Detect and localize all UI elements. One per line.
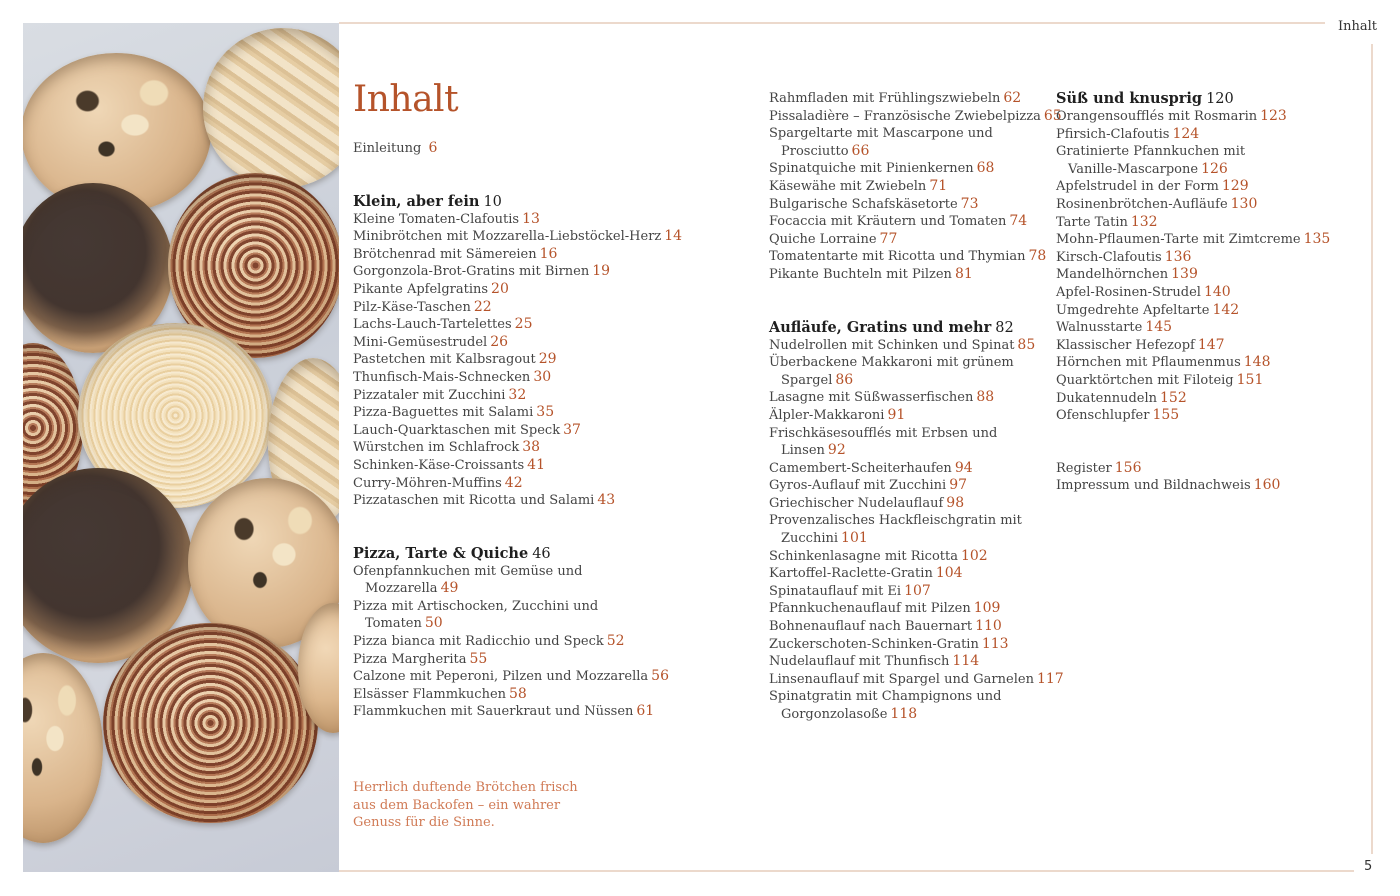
entry-page: 55 [469, 650, 488, 667]
entry-label: Griechischer Nudelauflauf [769, 495, 944, 511]
entry-page: 88 [976, 389, 995, 406]
entry-label-continued: Prosciutto [781, 143, 849, 159]
toc-entry[interactable] [1056, 231, 1356, 249]
entry-page: 109 [973, 600, 1001, 617]
toc-entry[interactable] [353, 422, 753, 440]
entry-continuation [353, 615, 753, 633]
toc-list-auflaeufe [769, 336, 1064, 724]
entry-label-continued: Zucchini [781, 531, 839, 547]
toc-entry[interactable] [353, 369, 753, 387]
entry-label: Bulgarische Schafskäsetorte [769, 196, 958, 212]
entry-label: Gorgonzola-Brot-Gratins mit Birnen [353, 264, 590, 280]
entry-page: 152 [1160, 389, 1187, 406]
entry-page: 61 [636, 703, 655, 720]
toc-entry[interactable] [1056, 390, 1356, 408]
toc-entry[interactable] [769, 196, 1049, 214]
entry-page: 156 [1114, 459, 1142, 476]
entry-label: Spinatauflauf mit Ei [769, 583, 902, 599]
toc-entry[interactable] [769, 670, 1064, 689]
entry-label: Spargeltarte mit Mascarpone und [769, 126, 993, 142]
entry-page: 92 [827, 442, 846, 459]
entry-page: 73 [960, 195, 979, 212]
section-heading-auflaeufe[interactable] [769, 319, 1049, 337]
toc-entry[interactable] [353, 598, 753, 633]
toc-entry-intro[interactable] [353, 140, 753, 158]
entry-page: 74 [1009, 213, 1028, 230]
entry-page: 102 [960, 547, 988, 564]
toc-entry[interactable] [353, 439, 753, 457]
entry-page: 136 [1164, 248, 1192, 265]
toc-entry[interactable] [1056, 108, 1356, 126]
entry-page: 151 [1236, 371, 1264, 388]
entry-label: Dukatennudeln [1056, 390, 1158, 406]
entry-page: 124 [1172, 125, 1200, 142]
photo-caption: Herrlich duftende Brötchen frisch aus dem Backofen – ein wahrer Genuss für die Sinne. [353, 780, 578, 831]
toc-entry[interactable] [353, 703, 753, 721]
entry-label: Pikante Apfelgratins [353, 281, 489, 297]
toc-entry[interactable] [1056, 284, 1356, 302]
entry-label: Kirsch-Clafoutis [1056, 249, 1162, 265]
entry-label: Ofenschlupfer [1056, 408, 1150, 424]
entry-page: 32 [508, 386, 527, 403]
entry-label-continued: Linsen [781, 443, 825, 459]
entry-label: Klassischer Hefezopf [1056, 337, 1195, 353]
frame-line-bottom [339, 870, 1354, 872]
entry-label-continued: Vanille-Mascarpone [1068, 161, 1199, 177]
toc-entry[interactable] [1056, 354, 1356, 372]
toc-entry[interactable] [1056, 337, 1356, 355]
entry-label: Gratinierte Pfannkuchen mit [1056, 144, 1246, 160]
entry-page: 22 [473, 298, 492, 315]
entry-label: Frischkäsesoufflés mit Erbsen und [769, 425, 998, 441]
entry-label: Mandelhörnchen [1056, 267, 1169, 283]
entry-label: Orangensoufflés mit Rosmarin [1056, 109, 1258, 124]
toc-entry[interactable] [769, 266, 1049, 284]
entry-page: 77 [879, 230, 898, 247]
section-heading-klein[interactable] [353, 193, 753, 211]
entry-label: Würstchen im Schlafrock [353, 440, 520, 456]
entry-label: Umgedrehte Apfeltarte [1056, 302, 1210, 318]
entry-page: 65 [1043, 107, 1062, 124]
entry-page: 43 [597, 492, 616, 509]
toc-entry[interactable] [1056, 372, 1356, 390]
toc-entry[interactable] [1056, 143, 1356, 178]
entry-page: 16 [539, 245, 558, 262]
toc-entry[interactable] [769, 107, 1062, 126]
entry-page: 35 [536, 404, 555, 421]
entry-label: Mini-Gemüsestrudel [353, 334, 488, 350]
entry-page: 56 [651, 668, 669, 685]
entry-page: 81 [954, 265, 973, 282]
toc-entry[interactable] [1056, 214, 1356, 232]
entry-page: 19 [592, 263, 611, 280]
entry-label: Nudelauflauf mit Thunfisch [769, 654, 950, 670]
entry-label: Nudelrollen mit Schinken und Spinat [769, 337, 1015, 353]
toc-entry[interactable] [769, 653, 1049, 671]
toc-entry[interactable] [353, 404, 753, 422]
toc-entry[interactable] [769, 688, 1049, 723]
entry-label: Calzone mit Peperoni, Pilzen und Mozzarella [353, 669, 649, 685]
toc-entry[interactable] [769, 407, 1049, 425]
entry-page: 104 [935, 565, 963, 582]
entry-page: 147 [1197, 336, 1225, 353]
entry-continuation [769, 530, 1049, 548]
entry-label: Pfannkuchenauflauf mit Pilzen [769, 601, 971, 617]
entry-label: Pizzataschen mit Ricotta und Salami [353, 493, 595, 509]
entry-page: 101 [841, 530, 868, 547]
entry-continuation [769, 442, 1049, 460]
entry-label: Zuckerschoten-Schinken-Gratin [769, 636, 979, 652]
page-title: Inhalt [353, 79, 459, 120]
entry-label: Älpler-Makkaroni [769, 407, 885, 423]
toc-entry[interactable] [769, 565, 1049, 583]
toc-entry[interactable] [769, 389, 1049, 407]
toc-entry[interactable] [1056, 266, 1356, 284]
entry-page: 107 [904, 582, 931, 599]
entry-label: Impressum und Bildnachweis [1056, 478, 1251, 494]
toc-entry[interactable] [1056, 196, 1356, 214]
entry-continuation [769, 143, 1049, 161]
entry-page: 148 [1243, 354, 1271, 371]
toc-entry[interactable] [769, 213, 1049, 231]
toc-entry[interactable] [353, 316, 753, 334]
entry-page: 110 [975, 618, 1002, 635]
entry-label-continued: Spargel [781, 372, 833, 388]
entry-page: 117 [1036, 670, 1064, 687]
entry-page: 78 [1028, 248, 1047, 265]
entry-label: Schinkenlasagne mit Ricotta [769, 548, 958, 564]
toc-entry[interactable] [769, 425, 1049, 460]
toc-column-2 [769, 90, 1064, 724]
entry-label: Pizza bianca mit Radicchio und Speck [353, 634, 604, 650]
entry-page: 62 [1003, 90, 1022, 106]
toc-list-pizza-part1 [353, 563, 753, 721]
entry-label: Käsewähe mit Zwiebeln [769, 178, 927, 194]
toc-list-klein [353, 211, 753, 510]
toc-entry[interactable] [1056, 460, 1356, 478]
entry-label: Apfelstrudel in der Form [1056, 179, 1219, 195]
entry-label-continued: Gorgonzolasoße [781, 707, 888, 722]
entry-label: Kartoffel-Raclette-Gratin [769, 566, 933, 582]
entry-label: Minibrötchen mit Mozzarella-Liebstöckel-Herz [353, 229, 662, 245]
frame-line-top [339, 22, 1325, 24]
entry-page: 155 [1152, 407, 1180, 424]
section-page: 10 [483, 193, 502, 210]
entry-page: 49 [440, 580, 459, 597]
section-title: Süß und knusprig [1056, 90, 1203, 107]
toc-list-suess [1056, 108, 1356, 425]
roll-pumpkin-seed-edge [23, 653, 103, 843]
entry-page: 58 [509, 685, 527, 702]
entry-page: 97 [949, 477, 968, 494]
entry-continuation [1056, 161, 1356, 179]
entry-label: Ofenpfannkuchen mit Gemüse und [353, 563, 583, 579]
frame-line-right [1371, 44, 1373, 854]
entry-label-continued: Mozzarella [365, 581, 438, 597]
toc-entry[interactable] [353, 686, 753, 704]
toc-entry[interactable] [769, 460, 1049, 478]
roll-flax-bottom [103, 623, 318, 823]
toc-entry[interactable] [769, 512, 1049, 547]
entry-page: 160 [1253, 477, 1281, 494]
entry-label: Pissaladière – Französische Zwiebelpizza [769, 108, 1041, 124]
running-head: Inhalt [1338, 19, 1378, 34]
entry-page: 91 [887, 406, 906, 423]
toc-entry[interactable] [353, 651, 753, 669]
entry-page: 41 [527, 456, 545, 473]
toc-entry[interactable] [353, 387, 753, 405]
entry-label: Pfirsich-Clafoutis [1056, 126, 1170, 142]
section-page: 120 [1206, 91, 1234, 107]
toc-entry[interactable] [769, 231, 1049, 249]
entry-label: Pastetchen mit Kalbsragout [353, 352, 536, 368]
entry-page: 71 [929, 177, 948, 194]
entry-label: Bohnenauflauf nach Bauernart [769, 619, 973, 635]
entry-page: 94 [954, 459, 973, 476]
toc-entry[interactable] [1056, 126, 1356, 144]
entry-label: Elsässer Flammkuchen [353, 686, 507, 702]
section-heading-pizza[interactable] [353, 545, 753, 563]
bread-rolls-photo [23, 23, 339, 872]
entry-page: 14 [664, 228, 683, 245]
entry-label: Pizza-Baguettes mit Salami [353, 405, 534, 421]
entry-label: Kleine Tomaten-Clafoutis [353, 211, 520, 227]
entry-label: Gyros-Auflauf mit Zucchini [769, 478, 947, 494]
roll-sunflower [203, 28, 339, 188]
entry-label: Focaccia mit Kräutern und Tomaten [769, 214, 1007, 230]
entry-label: Quiche Lorraine [769, 231, 877, 247]
entry-label: Rosinenbrötchen-Aufläufe [1056, 196, 1228, 212]
entry-label: Apfel-Rosinen-Strudel [1056, 284, 1201, 300]
toc-entry[interactable] [769, 600, 1049, 618]
entry-label: Mohn-Pflaumen-Tarte mit Zimtcreme [1056, 232, 1301, 248]
entry-page: 145 [1145, 319, 1173, 336]
entry-page: 140 [1203, 283, 1231, 300]
toc-column-3 [1056, 90, 1356, 495]
toc-entry[interactable] [353, 299, 753, 317]
toc-entry[interactable] [769, 178, 1049, 196]
entry-label: Spinatquiche mit Pinienkernen [769, 161, 974, 177]
entry-page: 42 [504, 474, 523, 491]
section-title: Klein, aber fein [353, 192, 480, 210]
section-heading-suess[interactable] [1056, 90, 1356, 108]
toc-list-appendix [1056, 460, 1356, 495]
toc-entry[interactable] [353, 334, 753, 352]
toc-entry[interactable] [769, 337, 1049, 355]
entry-continuation [353, 580, 753, 598]
section-page: 46 [532, 545, 551, 562]
toc-entry[interactable] [353, 563, 753, 598]
entry-page: 135 [1303, 231, 1331, 248]
entry-page: 6 [428, 140, 438, 156]
toc-entry[interactable] [1056, 178, 1356, 196]
toc-list-pizza-part2 [769, 90, 1062, 284]
toc-entry[interactable] [769, 548, 1049, 566]
entry-label: Spinatgratin mit Champignons und [769, 689, 1002, 705]
entry-label: Einleitung [353, 141, 422, 156]
entry-page: 26 [490, 333, 509, 350]
toc-entry[interactable] [769, 125, 1049, 160]
toc-entry[interactable] [1056, 249, 1356, 267]
entry-page: 25 [514, 316, 533, 333]
entry-label: Lachs-Lauch-Tartelettes [353, 317, 512, 333]
entry-page: 86 [835, 371, 854, 388]
toc-entry[interactable] [769, 354, 1049, 389]
entry-page: 30 [533, 368, 552, 385]
entry-page: 85 [1017, 336, 1036, 353]
toc-entry[interactable] [353, 492, 753, 510]
entry-label: Pikante Buchteln mit Pilzen [769, 266, 952, 282]
toc-entry[interactable] [1056, 477, 1356, 495]
entry-label: Pizza mit Artischocken, Zucchini und [353, 598, 599, 614]
toc-entry[interactable] [769, 618, 1049, 636]
entry-label: Camembert-Scheiterhaufen [769, 460, 952, 476]
toc-entry[interactable] [1056, 319, 1356, 337]
entry-label: Pilz-Käse-Taschen [353, 299, 471, 315]
entry-page: 118 [890, 706, 918, 722]
entry-page: 98 [946, 494, 965, 511]
toc-column-1 [353, 80, 753, 721]
entry-label: Curry-Möhren-Muffins [353, 475, 502, 491]
entry-page: 68 [976, 160, 995, 177]
toc-entry[interactable] [353, 263, 753, 281]
toc-entry[interactable] [353, 281, 753, 299]
entry-label: Rahmfladen mit Frühlingszwiebeln [769, 91, 1001, 106]
entry-label: Thunfisch-Mais-Schnecken [353, 369, 531, 385]
entry-label: Walnusstarte [1056, 320, 1143, 336]
toc-entry[interactable] [353, 228, 753, 246]
entry-page: 130 [1230, 195, 1258, 212]
toc-entry[interactable] [353, 457, 753, 475]
toc-entry[interactable] [769, 477, 1049, 495]
entry-label: Linsenauflauf mit Spargel und Garnelen [769, 671, 1034, 687]
entry-label: Flammkuchen mit Sauerkraut und Nüssen [353, 704, 634, 720]
section-title: Pizza, Tarte & Quiche [353, 544, 529, 562]
toc-entry[interactable] [769, 495, 1049, 513]
toc-entry[interactable] [353, 351, 753, 369]
entry-label: Provenzalisches Hackfleischgratin mit [769, 513, 1022, 529]
entry-label: Tarte Tatin [1056, 214, 1128, 230]
entry-page: 129 [1221, 178, 1249, 195]
toc-entry[interactable] [769, 636, 1049, 654]
entry-label: Tomatentarte mit Ricotta und Thymian [769, 249, 1026, 265]
entry-label: Überbackene Makkaroni mit grünem [769, 355, 1014, 371]
section-title: Aufläufe, Gratins und mehr [769, 318, 992, 336]
entry-label: Lasagne mit Süßwasserfischen [769, 390, 974, 406]
page-number: 5 [1364, 859, 1373, 874]
entry-label: Quarktörtchen mit Filoteig [1056, 372, 1234, 388]
entry-continuation [769, 706, 1049, 724]
toc-entry[interactable] [769, 160, 1049, 178]
entry-page: 139 [1171, 266, 1198, 283]
entry-label: Brötchenrad mit Sämereien [353, 246, 537, 262]
toc-entry[interactable] [769, 90, 1049, 108]
toc-entry[interactable] [353, 668, 753, 686]
entry-page: 13 [522, 210, 540, 227]
entry-page: 113 [981, 635, 1009, 652]
toc-entry[interactable] [1056, 407, 1356, 425]
entry-continuation [769, 372, 1049, 390]
entry-page: 50 [424, 615, 443, 632]
entry-page: 29 [538, 351, 557, 368]
entry-page: 66 [851, 142, 870, 159]
entry-label: Pizzataler mit Zucchini [353, 387, 506, 403]
entry-page: 132 [1130, 213, 1158, 230]
entry-label-continued: Tomaten [365, 616, 422, 632]
entry-page: 38 [522, 439, 541, 456]
toc-entry[interactable] [353, 475, 753, 493]
entry-label: Lauch-Quarktaschen mit Speck [353, 422, 561, 438]
toc-entry[interactable] [353, 633, 753, 651]
entry-page: 142 [1212, 301, 1240, 318]
entry-page: 52 [606, 633, 625, 650]
toc-entry[interactable] [769, 583, 1049, 601]
entry-label: Register [1056, 460, 1112, 476]
entry-page: 20 [491, 280, 509, 297]
section-page: 82 [995, 319, 1014, 336]
toc-entry[interactable] [1056, 302, 1356, 320]
entry-page: 123 [1260, 108, 1287, 124]
toc-entry[interactable] [353, 246, 753, 264]
toc-entry[interactable] [353, 211, 753, 229]
entry-label: Schinken-Käse-Croissants [353, 457, 525, 473]
toc-entry[interactable] [769, 248, 1049, 266]
entry-page: 126 [1201, 160, 1228, 177]
entry-page: 37 [563, 421, 581, 438]
entry-label: Pizza Margherita [353, 651, 467, 667]
entry-label: Hörnchen mit Pflaumenmus [1056, 355, 1241, 371]
entry-page: 114 [952, 653, 980, 670]
